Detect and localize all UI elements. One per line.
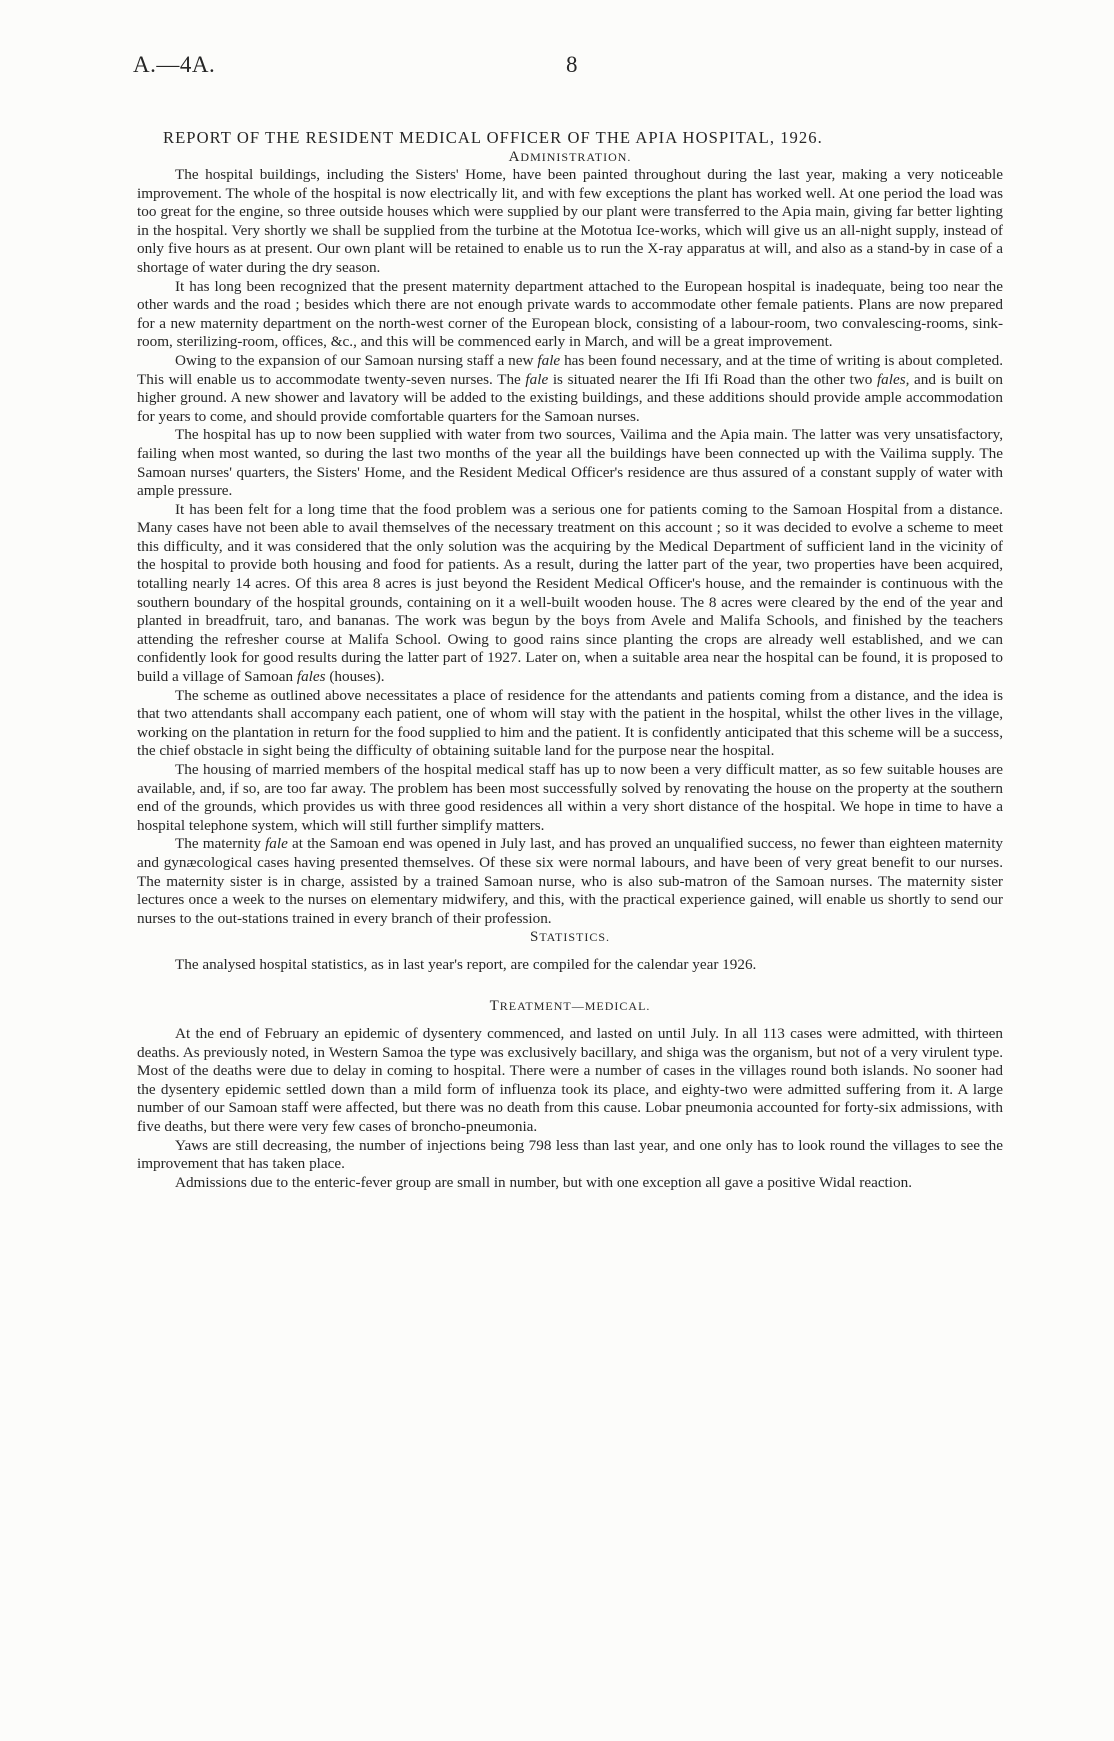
paragraph-maternity-fale: The maternity fale at the Samoan end was opened in July last, and has proved an unqualified success, no fewer than eighteen maternity and gynæcological cases having presented themselves. Of these six were normal labours, and have been of very great benefit to our nurses. The maternity sister is in charge, assisted by a trained Samoan nurse, who is also sub-matron of the Samoan nurses. The maternity sister lectures once a week to the nurses on elementary midwifery, and this, with the practical experience gained, will enable us shortly to send our nurses to the out-stations trained in every branch of their profession. xyxy=(137,835,1004,927)
paragraph-dysentery-epidemic: At the end of February an epidemic of dysentery commenced, and lasted on until July. In all 113 cases were admitted, with thirteen deaths. As previously noted, in Western Samoa the type was exclusively bacillary, and shiga was the organism, but not of a very virulent type. Most of the deaths were due to delay in coming to hospital. There were a number of cases in the villages round both islands. No sooner had the dysentery epidemic settled down than a mild form of influenza took its place, and eighty-two were admitted suffering from it. A large number of our Samoan staff were affected, but there was no death from this cause. Lobar pneumonia accounted for forty-six admissions, with five deaths, but there were very few cases of broncho-pneumonia. xyxy=(137,1024,1003,1135)
paragraph-electric-lighting: The hospital buildings, including the Sisters' Home, have been painted throughout during the last year, making a very noticeable improvement. The whole of the hospital is now electrically lit, and with few exceptions the plant has worked well. At one period the load was too great for the engine, so three outside houses which were supplied by our plant were transferred to the Apia main, giving far better lighting in the hospital. Very shortly we shall be supplied from the turbine at the Mototua Ice-works, which will give us an all-night supply, instead of only five hours as at present. Our own plant will be retained to enable us to run the X-ray apparatus at will, and also as a stand-by in case of a shortage of water during the dry season. xyxy=(137,166,1003,276)
document-reference: A.—4A. xyxy=(133,52,216,77)
report-title: REPORT OF THE RESIDENT MEDICAL OFFICER OF THE APIA HOSPITAL, 1926. xyxy=(163,128,823,147)
page-number: 8 xyxy=(566,52,578,77)
section-heading-administration: ADMINISTRATION. xyxy=(508,149,632,165)
section-heading-treatment-medical: TREATMENT—MEDICAL. xyxy=(489,997,651,1014)
section-heading-statistics: STATISTICS. xyxy=(529,929,611,946)
paragraph-maternity-department: It has long been recognized that the present maternity department attached to the European hospital is inadequate, being too near the other wards and the road ; besides which there are not enough private wards to accommodate other female patients. Plans are now prepared for a new maternity department on the north-west corner of the European block, consisting of a labour-room, two convalescing-rooms, sink-room, sterilizing-room, offices, &c., and this will be commenced early in March, and will be a great improvement. xyxy=(137,277,1003,351)
paragraph-yaws: Yaws are still decreasing, the number of injections being 798 less than last year, and one only has to look round the villages to see the improvement that has taken place. xyxy=(137,1136,1003,1173)
paragraph-statistics: The analysed hospital statistics, as in last year's report, are compiled for the calendar year 1926. xyxy=(175,956,757,974)
report-body xyxy=(137,148,1003,1192)
paragraph-water-supply: The hospital has up to now been supplied with water from two sources, Vailima and the Apia main. The latter was very unsatisfactory, failing when most wanted, so during the last two months of the year all the buildings have been connected up with the Vailima supply. The Samoan nurses' quarters, the Sisters' Home, and the Resident Medical Officer's residence are thus assured of a constant supply of water with ample pressure. xyxy=(137,426,1003,500)
paragraph-food-problem: It has been felt for a long time that the food problem was a serious one for patients coming to the Samoan Hospital from a distance. Many cases have not been able to avail themselves of the necessary treatment on this account ; so it was decided to evolve a scheme to meet this difficulty, and it was considered that the only solution was the acquiring by the Medical Department of sufficient land in the vicinity of the hospital to provide both housing and food for patients. As a result, during the latter part of the year, two properties have been acquired, totalling nearly 14 acres. Of this area 8 acres is just beyond the Resident Medical Officer's house, and the remainder is continuous with the southern boundary of the hospital grounds, containing on it a well-built wooden house. The 8 acres were cleared by the end of the year and planted in breadfruit, taro, and bananas. The work was begun by the boys from Avele and Malifa Schools, and finished by the teachers attending the refresher course at Malifa School. Owing to good rains since planting the crops are already well established, and we can confidently look for good results during the latter part of 1927. Later on, when a suitable area near the hospital can be found, it is proposed to build a village of Samoan fales (houses). xyxy=(137,500,1003,686)
paragraph-attendants-scheme: The scheme as outlined above necessitates a place of residence for the attendants and patients coming from a distance, and the idea is that two attendants shall accompany each patient, one of whom will stay with the patient in the hospital, whilst the other lives in the village, working on the plantation in return for the food supplied to him and the patient. It is confidently anticipated that this scheme will be a success, the chief obstacle in sight being the difficulty of obtaining suitable land for the purpose near the hospital. xyxy=(137,686,1003,760)
paragraph-nurses-fale: Owing to the expansion of our Samoan nursing staff a new fale has been found necessary, and at the time of writing is about completed. This will enable us to accommodate twenty-seven nurses. The fale is situated nearer the Ifi Ifi Road than the other two fales, and is built on higher ground. A new shower and lavatory will be added to the existing buildings, and these additions should provide ample accommodation for years to come, and should provide comfortable quarters for the Samoan nurses. xyxy=(137,351,1003,425)
paragraph-enteric-fever: Admissions due to the enteric-fever group are small in number, but with one exception all gave a positive Widal reaction. xyxy=(175,1173,912,1191)
paragraph-staff-housing: The housing of married members of the hospital medical staff has up to now been a very difficult matter, as so few suitable houses are available, and, if so, are too far away. The problem has been most successfully solved by renovating the house on the property at the southern end of the grounds, which provides us with three good residences all within a very short distance of the hospital. We hope in time to have a hospital telephone system, which will still further simplify matters. xyxy=(137,761,1003,834)
